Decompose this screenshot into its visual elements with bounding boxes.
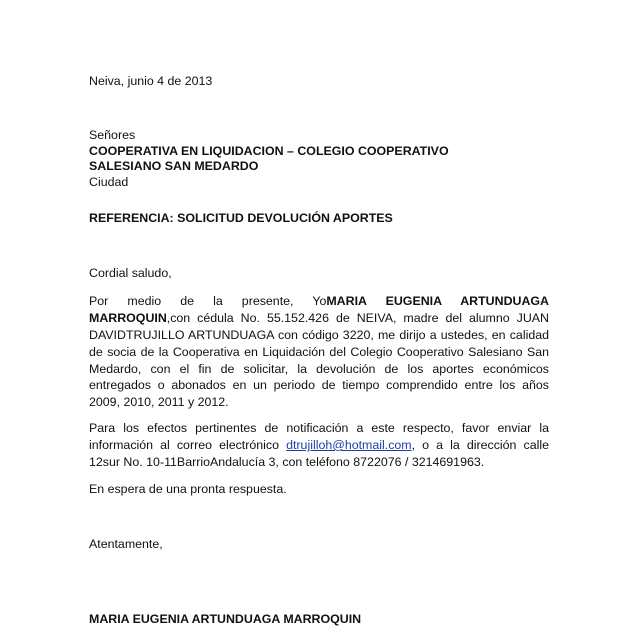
p1-line-4: de socia de la Cooperativa en Liquidación del Colegio Cooperativo Salesiano San [89,345,549,359]
p1-line-2-text: ,con cédula No. 55.152.426 de NEIVA, madre del alumno JUAN [166,311,549,325]
recipient-line-1: COOPERATIVA EN LIQUIDACION – COLEGIO COOPERATIVO [89,144,449,158]
p1-line-1 [89,293,549,309]
greeting: Cordial saludo, [89,266,172,280]
signature-name: MARIA EUGENIA ARTUNDUAGA MARROQUIN [89,612,362,626]
p1-line-3: DAVIDTRUJILLO ARTUNDUAGA con código 3220, me dirijo a ustedes, en calidad [89,328,549,342]
salutation-to: Señores [89,128,136,142]
closing: Atentamente, [89,537,163,551]
recipient-city: Ciudad [89,175,129,189]
p2-line-2 [89,437,549,453]
p1-line-5: Medardo, con el fin de solicitar, la devolución de los aportes económicos [89,362,549,376]
p3-line: En espera de una pronta respuesta. [89,482,287,496]
p1-line-7: 2009, 2010, 2011 y 2012. [89,395,229,409]
p1-line-2 [89,310,549,326]
recipient-line-2: SALESIANO SAN MEDARDO [89,159,259,173]
letter-date: Neiva, junio 4 de 2013 [89,74,213,88]
p2-line-2-text: información al correo electrónico [89,438,279,452]
p1-line-1-text: Por medio de la presente, Yo [89,294,327,308]
p2-line-3: 12sur No. 10-11BarrioAndalucía 3, con teléfono 8722076 / 3214691963. [89,455,485,469]
sender-name-part2: MARROQUIN [89,311,167,325]
p2-line-2-rest: , o a la dirección calle [411,438,549,452]
p1-line-6: entregados o abonados en un periodo de tiempo comprendido entre los años [89,378,549,392]
p2-line-1: Para los efectos pertinentes de notificación a este respecto, favor enviar la [89,421,549,435]
email-link[interactable]: dtrujilloh@hotmail.com [286,438,412,452]
reference-line: REFERENCIA: SOLICITUD DEVOLUCIÓN APORTES [89,211,393,225]
sender-name-part1: MARIA EUGENIA ARTUNDUAGA [326,294,550,308]
